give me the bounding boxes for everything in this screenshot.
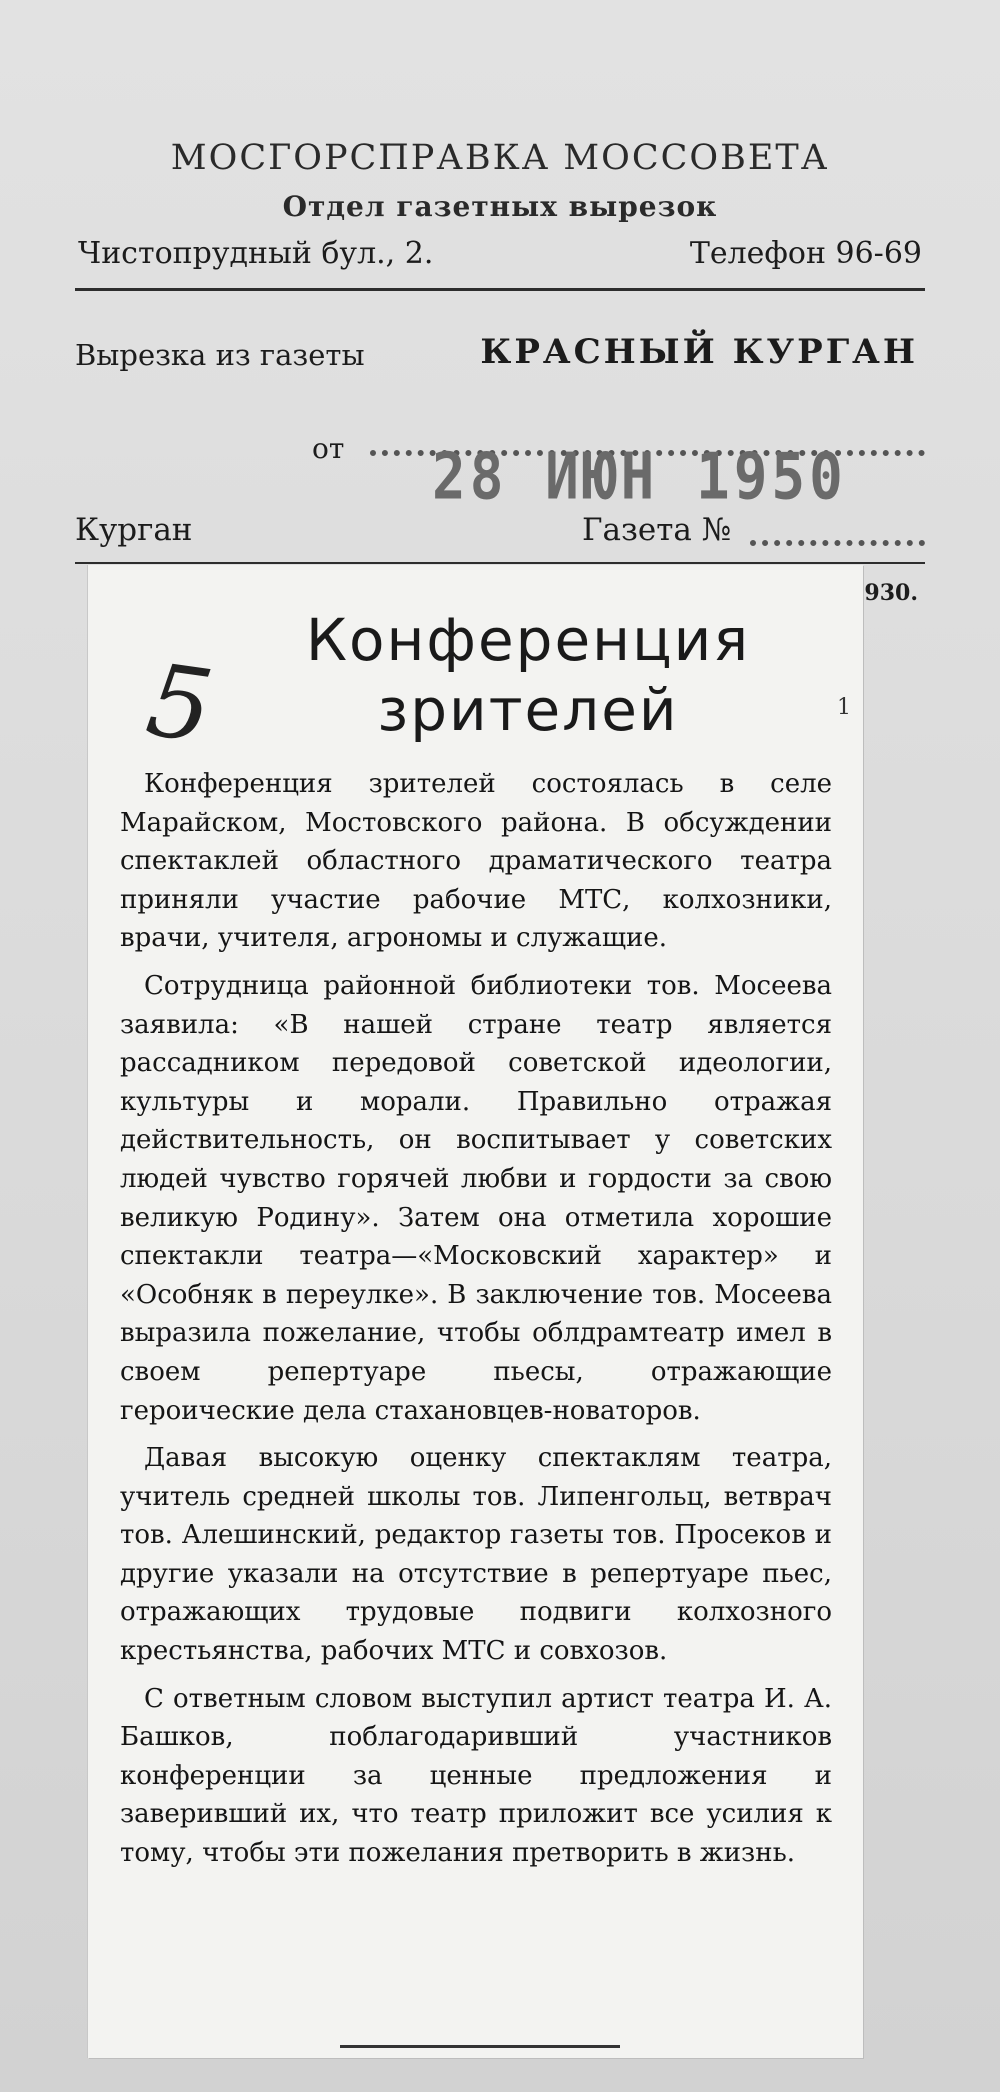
city: Курган [75,512,193,548]
newspaper-no-label: Газета № [582,512,732,548]
department-title: Отдел газетных вырезок [282,190,718,223]
pencil-mark: 5 [140,641,220,766]
article-headline: Конференция зрителей [305,606,751,744]
article-end-rule [340,2045,620,2048]
number-dotted-line [750,540,925,546]
article-paragraph: С ответным словом выступил артист театра И. А. Башков, поблагодаривший участников конференции за ценные предложения и заверивший их, что театр приложит все усилия к тому, чтобы эти пожелания претворить в жизнь. [120,1683,832,1869]
article-body [120,765,832,1882]
article-paragraph: Сотрудница районной библиотеки тов. Мосеева заявила: «В нашей стране театр является рассадником передовой советской идеологии, культуры и морали. Правильно отражая действительность, он воспитывает у советских людей чувство горячей любви и гордости за свою великую Родину». Затем она отметила хорошие спектакли театра—«Московский характер» и «Особняк в переулке». В заключение тов. Мосеева выразила пожелание, чтобы облдрамтеатр имел в своем репертуаре пьесы, отражающие героические дела стахановцев-новаторов. [120,970,832,1426]
phone: Телефон 96-69 [689,236,922,271]
issue-number: 930. [864,580,918,606]
article-paragraph: Давая высокую оценку спектаклям театра, учитель средней школы тов. Липенгольц, ветврач тов. Алешинский, редактор газеты тов. Просеков и другие указали на отсутствие в репертуаре пьес, отражающих трудовые подвиги колхозного крестьянства, рабочих МТС и совхозов. [120,1443,832,1667]
form-divider [75,562,925,564]
side-mark: 1 [837,695,851,720]
article-paragraph: Конференция зрителей состоялась в селе Марайском, Мостовского района. В обсуждении спектаклей областного драматического театра приняли участие рабочие МТС, колхозники, врачи, учителя, агрономы и служащие. [120,769,832,954]
address: Чистопрудный бул., 2. [78,236,434,271]
date-label: от [312,432,345,465]
newspaper-name: КРАСНЫЙ КУРГАН [480,332,918,372]
org-title: МОСГОРСПРАВКА МОССОВЕТА [170,138,830,178]
date-stamp: 28 ИЮН 1950 [432,440,847,515]
header-divider [75,288,925,291]
cut-from-label: Вырезка из газеты [75,338,365,372]
newspaper-clipping [88,565,863,2058]
